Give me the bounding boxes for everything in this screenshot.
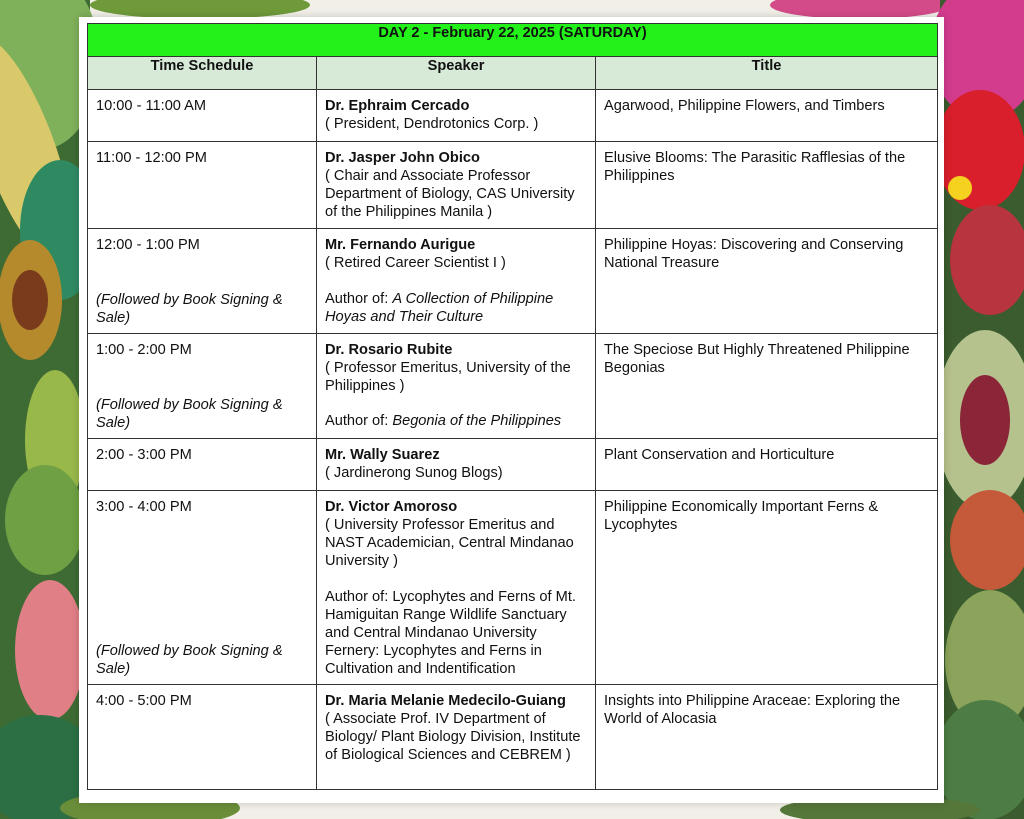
speaker-name: Dr. Maria Melanie Medecilo-Guiang bbox=[325, 693, 566, 709]
author-prefix: Author of: bbox=[325, 291, 393, 307]
time-range: 3:00 - 4:00 PM bbox=[96, 499, 192, 515]
table-row bbox=[88, 334, 938, 439]
speaker-affiliation: ( Retired Career Scientist I ) bbox=[325, 255, 506, 271]
time-range: 1:00 - 2:00 PM bbox=[96, 342, 192, 358]
title-cell: Agarwood, Philippine Flowers, and Timbers bbox=[596, 90, 938, 142]
table-row bbox=[88, 142, 938, 229]
speaker-name: Mr. Fernando Aurigue bbox=[325, 237, 476, 253]
speaker-cell bbox=[317, 685, 596, 790]
title-cell: Philippine Hoyas: Discovering and Conserving National Treasure bbox=[596, 229, 938, 334]
speaker-cell bbox=[317, 334, 596, 439]
schedule-table bbox=[87, 23, 938, 790]
day-header: DAY 2 - February 22, 2025 (SATURDAY) bbox=[88, 24, 938, 57]
speaker-name: Dr. Rosario Rubite bbox=[325, 342, 453, 358]
speaker-affiliation: ( President, Dendrotonics Corp. ) bbox=[325, 116, 539, 132]
time-cell: 2:00 - 3:00 PM bbox=[88, 439, 317, 491]
title-cell: Insights into Philippine Araceae: Exploring the World of Alocasia bbox=[596, 685, 938, 790]
author-prefix: Author of: bbox=[325, 413, 393, 429]
speaker-affiliation: ( University Professor Emeritus and NAST Academician, Central Mindanao University ) bbox=[325, 517, 574, 569]
table-row bbox=[88, 439, 938, 491]
table-row bbox=[88, 229, 938, 334]
table-row bbox=[88, 90, 938, 142]
book-signing-note: (Followed by Book Signing & Sale) bbox=[96, 292, 283, 326]
speaker-cell bbox=[317, 439, 596, 491]
speaker-name: Mr. Wally Suarez bbox=[325, 447, 440, 463]
schedule-card bbox=[79, 17, 944, 803]
title-cell: Philippine Economically Important Ferns & Lycophytes bbox=[596, 491, 938, 685]
time-cell: 4:00 - 5:00 PM bbox=[88, 685, 317, 790]
speaker-affiliation: ( Jardinerong Sunog Blogs) bbox=[325, 465, 503, 481]
column-header-title: Title bbox=[596, 57, 938, 90]
column-header-speaker: Speaker bbox=[317, 57, 596, 90]
book-title: A Collection of Philippine Hoyas and Their Culture bbox=[325, 291, 554, 325]
time-cell: 10:00 - 11:00 AM bbox=[88, 90, 317, 142]
speaker-name: Dr. Jasper John Obico bbox=[325, 150, 480, 166]
time-cell: 11:00 - 12:00 PM bbox=[88, 142, 317, 229]
speaker-cell bbox=[317, 142, 596, 229]
book-signing-note: (Followed by Book Signing & Sale) bbox=[96, 397, 283, 431]
speaker-cell bbox=[317, 491, 596, 685]
title-cell: Elusive Blooms: The Parasitic Rafflesias of the Philippines bbox=[596, 142, 938, 229]
column-header-time: Time Schedule bbox=[88, 57, 317, 90]
book-title: Begonia of the Philippines bbox=[392, 413, 562, 429]
speaker-cell bbox=[317, 90, 596, 142]
author-line bbox=[325, 290, 587, 326]
speaker-affiliation: ( Associate Prof. IV Department of Biology/ Plant Biology Division, Institute of Biological Sciences and CEBREM ) bbox=[325, 711, 581, 763]
speaker-cell bbox=[317, 229, 596, 334]
book-signing-note: (Followed by Book Signing & Sale) bbox=[96, 643, 283, 677]
author-line bbox=[325, 412, 587, 430]
time-cell bbox=[88, 491, 317, 685]
table-row bbox=[88, 491, 938, 685]
time-range: 12:00 - 1:00 PM bbox=[96, 237, 200, 253]
speaker-name: Dr. Victor Amoroso bbox=[325, 499, 458, 515]
title-cell: Plant Conservation and Horticulture bbox=[596, 439, 938, 491]
author-line: Author of: Lycophytes and Ferns of Mt. Hamiguitan Range Wildlife Sanctuary and Central Mindanao University Fernery: Lycophytes and Ferns in Cultivation and Indentification bbox=[325, 589, 576, 677]
time-cell bbox=[88, 334, 317, 439]
speaker-affiliation: ( Chair and Associate Professor Department of Biology, CAS University of the Philippines Manila ) bbox=[325, 168, 575, 220]
time-cell bbox=[88, 229, 317, 334]
title-cell: The Speciose But Highly Threatened Philippine Begonias bbox=[596, 334, 938, 439]
speaker-affiliation: ( Professor Emeritus, University of the Philippines ) bbox=[325, 360, 571, 394]
speaker-name: Dr. Ephraim Cercado bbox=[325, 98, 470, 114]
table-row bbox=[88, 685, 938, 790]
